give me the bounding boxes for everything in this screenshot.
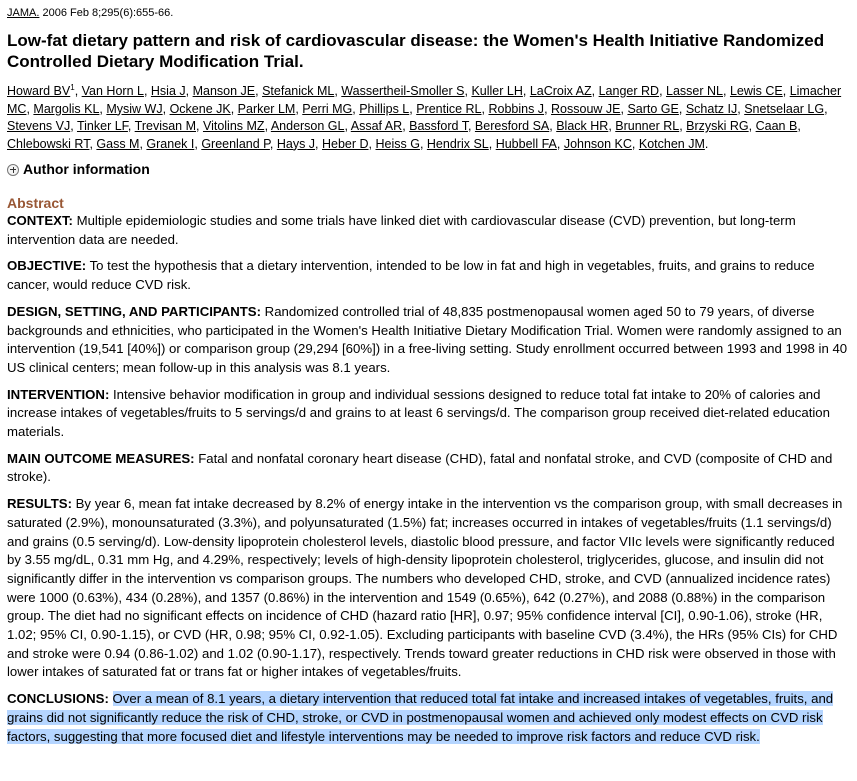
author-link[interactable]: Phillips L <box>359 101 410 116</box>
author-link[interactable]: Lasser NL <box>666 84 723 98</box>
abstract-heading: Abstract <box>7 195 64 211</box>
author-information-label: Author information <box>23 161 150 177</box>
author-link[interactable]: Kuller LH <box>471 84 523 98</box>
author-link[interactable]: Schatz IJ <box>685 101 738 116</box>
author-link[interactable]: Kotchen JM <box>638 136 705 151</box>
author-link[interactable]: Rossouw JE <box>551 101 621 116</box>
author-link[interactable]: Snetselaar LG <box>744 101 825 116</box>
author-link[interactable]: Caan B <box>755 119 798 133</box>
author-link[interactable]: Langer RD <box>598 84 660 98</box>
author-link[interactable]: Limacher MC <box>7 84 842 116</box>
author-link[interactable]: Brzyski RG <box>686 119 749 133</box>
section-label: CONTEXT: <box>7 213 73 228</box>
section-label: OBJECTIVE: <box>7 258 87 274</box>
author-link[interactable]: Sarto GE <box>627 101 679 116</box>
author-link[interactable]: Greenland P <box>201 136 270 151</box>
author-link[interactable]: Robbins J <box>488 101 545 116</box>
abstract-section-objective <box>7 257 851 294</box>
section-text: By year 6, mean fat intake decreased by 8.2% of energy intake in the intervention vs the comparison group, with small decreases in saturated (2.9%), monounsaturated (3.3%), and polyunsaturated (1.5%) fat; increases occurred in intakes of vegetables/fruits (1.1 servings/d) and grains (0.5 serving/d). Low-density lipoprotein cholesterol levels, diastolic blood pressure, and factor VIIc levels were significantly reduced by 3.55 mg/dL, 0.31 mm Hg, and 4.29%, respectively; levels of high-density lipoprotein cholesterol, triglycerides, glucose, and insulin did not significantly differ in the intervention vs comparison groups. The numbers who developed CHD, stroke, and CVD (annualized incidence rates) were 1000 (0.63%), 434 (0.28%), and 1357 (0.86%) in the intervention and 1549 (0.65%), 642 (0.27%), and 2088 (0.88%) in the comparison group. The diet had no significant effects on incidence of CHD (hazard ratio [HR], 0.97; 95% confidence interval [CI], 0.90-1.06), stroke (HR, 1.02; 95% CI, 0.90-1.15), or CVD (HR, 0.98; 95% CI, 0.92-1.05). Excluding participants with baseline CVD (3.4%), the HRs (95% CIs) for CHD and stroke were 0.94 (0.86-1.02) and 1.02 (0.90-1.17), respectively. Trends toward greater reductions in CHD risk were observed in those with lower intakes of saturated fat or trans fat or higher intakes of vegetables/fruits. <box>7 496 843 680</box>
section-text: Fatal and nonfatal coronary heart disease (CHD), fatal and nonfatal stroke, and CVD (composite of CHD and stroke). <box>7 450 833 485</box>
abstract-section-results <box>7 495 851 682</box>
affiliation-marker: 1 <box>70 82 75 92</box>
author-link[interactable]: Assaf AR <box>350 119 403 133</box>
author-link[interactable]: Stefanick ML <box>262 84 335 98</box>
author-link[interactable]: Hays J <box>276 136 316 151</box>
section-text: Intensive behavior modification in group and individual sessions designed to reduce total fat intake to 20% of calories and increase intakes of vegetables/fruits to 5 servings/d and grains to at least 6 servings/d. The comparison group received diet-related education materials. <box>7 386 830 440</box>
author-link[interactable]: Parker LM <box>237 101 296 116</box>
abstract-body <box>7 212 851 746</box>
author-link[interactable]: Hendrix SL <box>426 136 489 151</box>
author-link[interactable]: Chlebowski RT <box>7 136 90 151</box>
author-link[interactable]: Vitolins MZ <box>202 119 265 133</box>
author-link[interactable]: Perri MG <box>302 101 353 116</box>
author-link[interactable]: Trevisan M <box>134 119 197 133</box>
selected-text: Over a mean of 8.1 years, a dietary intervention that reduced total fat intake and increased intakes of vegetables, fruits, and grains did not significantly reduce the risk of CHD, stroke, or CVD in postmenopausal women and achieved only modest effects on CVD risk factors, suggesting that more focused diet and lifestyle interventions may be needed to improve risk factors and reduce CVD risk. <box>7 691 834 744</box>
author-link[interactable]: Granek I <box>146 136 195 151</box>
author-link[interactable]: Heiss G <box>375 136 420 151</box>
author-link[interactable]: Lewis CE <box>729 84 783 98</box>
expand-plus-icon[interactable] <box>7 164 19 176</box>
citation-date: 2006 Feb 8;295(6):655-66. <box>42 7 174 19</box>
author-link[interactable]: Ockene JK <box>169 101 231 116</box>
author-link[interactable]: Bassford T <box>409 119 468 133</box>
author-link[interactable]: Hsia J <box>150 84 186 98</box>
author-list: Howard $BV^1$, Van Horn L, Hsia J, Manson JE, Stefanick ML, Wassertheil-Smoller S, Kuller LH, LaCroix AZ, Langer RD, Lasser NL, Lewis CE, Limacher MC, Margolis KL, Mysiw WJ, Ockene JK, Parker LM, Perri MG, Phillips L, Prentice RL, Robbins J, Rossouw JE, Sarto GE, Schatz IJ, Snetselaar LG, Stevens VJ, Tinker LF, Trevisan M, Vitolins MZ, Anderson GL, Assaf AR, Bassford T, Beresford SA, Black HR, Brunner RL, Brzyski RG, Caan B, Chlebowski RT, Gass M, Granek I, Greenland P, Hays J, Heber D, Heiss G, Hendrix SL, Hubbell FA, Johnson KC, Kotchen JM. <box>7 82 842 151</box>
section-label: INTERVENTION: <box>7 386 110 402</box>
journal-link[interactable]: JAMA. <box>7 7 40 19</box>
author-link[interactable]: Stevens VJ <box>7 119 71 133</box>
author-link[interactable]: Margolis KL <box>33 101 100 116</box>
author-link[interactable]: Van Horn L <box>81 84 144 98</box>
section-label: RESULTS: <box>7 496 72 512</box>
abstract-section-design <box>7 303 851 378</box>
section-label: CONCLUSIONS: <box>7 691 109 707</box>
author-link[interactable]: Wassertheil-Smoller S <box>341 84 465 98</box>
author-link[interactable]: Johnson KC <box>563 136 632 151</box>
author-information-toggle[interactable] <box>7 161 851 178</box>
author-link[interactable]: Anderson GL <box>270 119 345 133</box>
author-link[interactable]: LaCroix AZ <box>529 84 592 98</box>
author-link[interactable]: Tinker LF <box>76 119 128 133</box>
abstract-section-outcomes <box>7 450 851 487</box>
section-text: To test the hypothesis that a dietary intervention, intended to be low in fat and high in vegetables, fruits, and grains to reduce cancer, would reduce CVD risk. <box>7 258 815 293</box>
section-text: Randomized controlled trial of 48,835 postmenopausal women aged 50 to 79 years, of diverse backgrounds and ethnicities, who participated in the Women's Health Initiative Dietary Modification Trial. Women were randomly assigned to an intervention (19,541 [40%]) or comparison group (29,294 [60%]) in a free-living setting. Study enrollment occurred between 1993 and 1998 in 40 US clinical centers; mean follow-up in this analysis was 8.1 years. <box>7 303 848 375</box>
section-text: Multiple epidemiologic studies and some trials have linked diet with cardiovascular disease (CVD) prevention, but long-term intervention data are needed. <box>7 213 796 247</box>
author-link[interactable]: Mysiw WJ <box>106 101 163 116</box>
author-link[interactable]: Hubbell FA <box>495 136 557 151</box>
author-link[interactable]: Brunner RL <box>615 119 680 133</box>
author-link[interactable]: Black HR <box>556 119 609 133</box>
abstract-section-intervention <box>7 386 851 442</box>
author-link[interactable]: Manson JE <box>192 84 256 98</box>
section-label: DESIGN, SETTING, AND PARTICIPANTS: <box>7 303 261 319</box>
abstract-section-conclusions <box>7 690 851 746</box>
abstract-section-context <box>7 212 851 249</box>
author-link[interactable]: Prentice RL <box>416 101 482 116</box>
author-link[interactable]: Gass M <box>96 136 140 151</box>
author-link[interactable]: Howard BV <box>7 84 71 98</box>
article-title: Low-fat dietary pattern and risk of cardiovascular disease: the Women's Health Initiative Randomized Controlled Dietary Modification Trial. <box>7 31 825 71</box>
citation-line <box>7 6 851 20</box>
section-label: MAIN OUTCOME MEASURES: <box>7 450 195 466</box>
author-link[interactable]: Beresford SA <box>474 119 550 133</box>
author-link[interactable]: Heber D <box>322 136 369 151</box>
